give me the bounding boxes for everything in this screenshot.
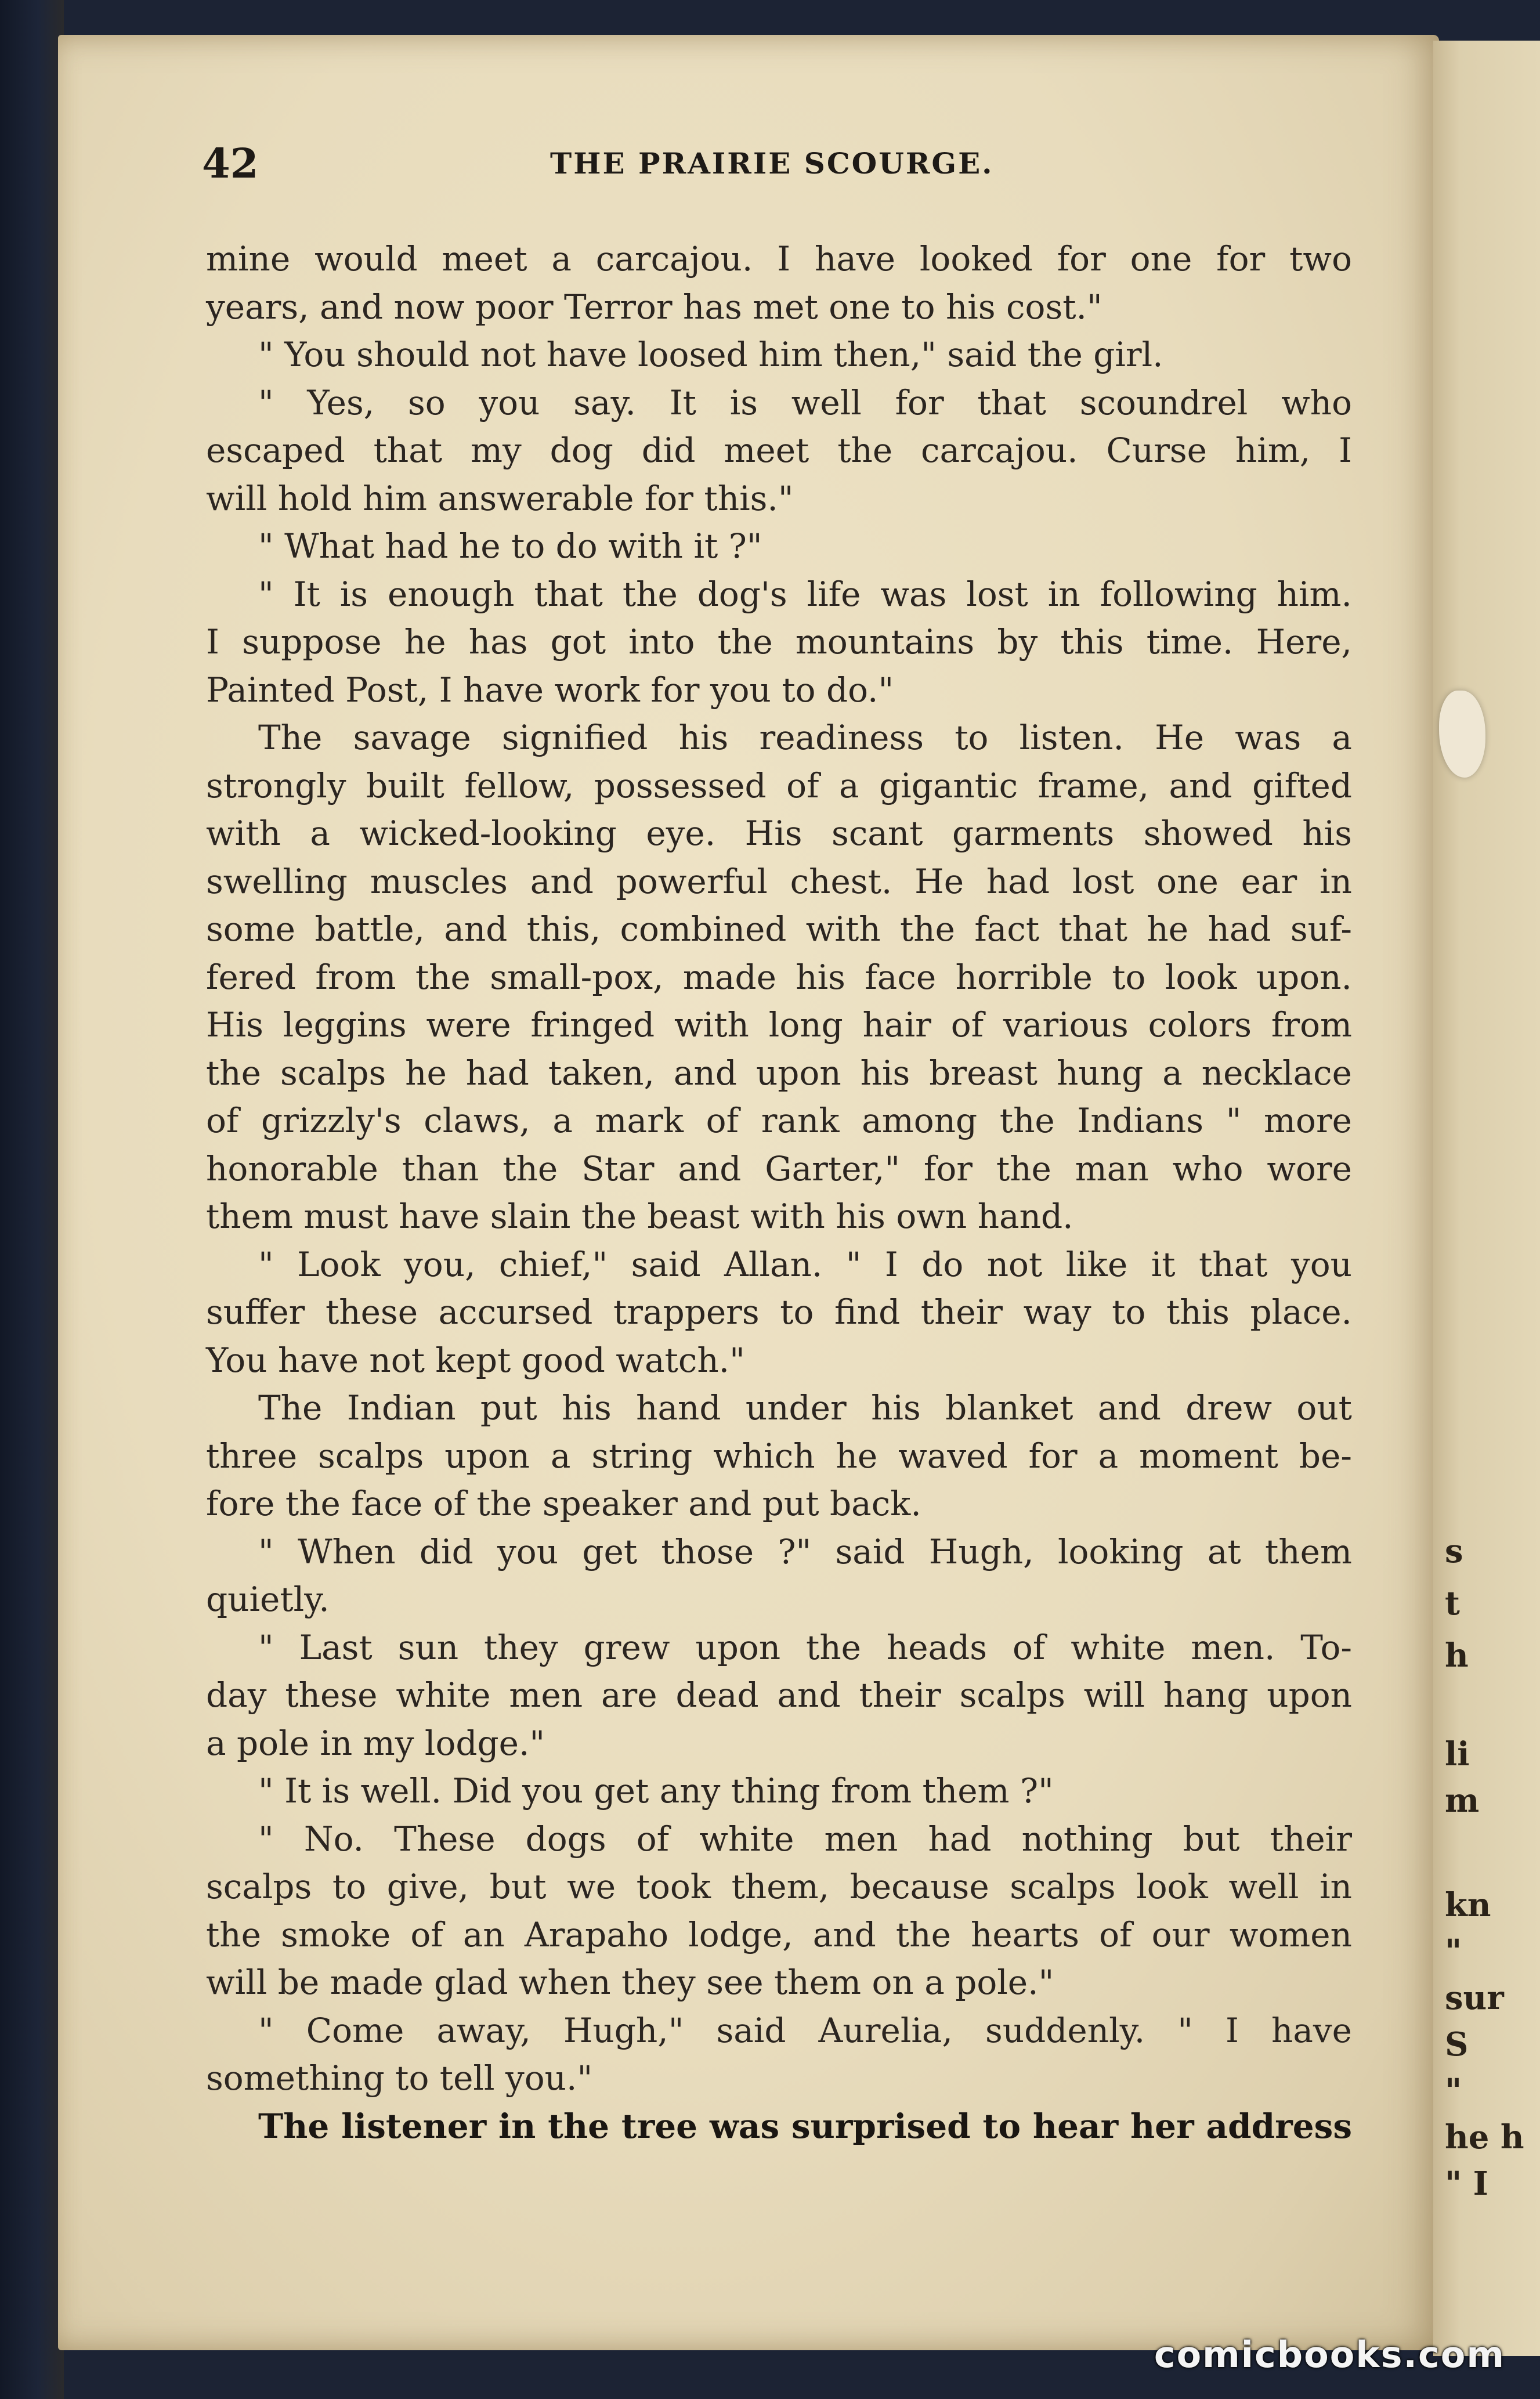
text-line: " It is well. Did you get any thing from them ?" bbox=[258, 1771, 1054, 1811]
text-line: strongly built fellow, possessed of a gigantic frame, and gifted bbox=[206, 765, 1352, 805]
next-page-fragment: " bbox=[1445, 1932, 1462, 1971]
text-line: some battle, and this, combined with the fact that he had suf- bbox=[206, 909, 1352, 949]
text-line: " When did you get those ?" said Hugh, looking at them bbox=[258, 1531, 1352, 1571]
text-line: mine would meet a carcajou. I have looked for one for two bbox=[206, 239, 1352, 279]
text-line: will hold him answerable for this." bbox=[206, 478, 794, 518]
body-text bbox=[206, 235, 1352, 2150]
next-page-fragment: m bbox=[1445, 1782, 1480, 1820]
text-line: of grizzly's claws, a mark of rank among the Indians " more bbox=[206, 1101, 1352, 1140]
text-line: quietly. bbox=[206, 1580, 330, 1619]
text-line: a pole in my lodge." bbox=[206, 1723, 545, 1763]
text-line: will be made glad when they see them on a pole." bbox=[206, 1963, 1054, 2002]
next-page-fragment: sur bbox=[1445, 1979, 1504, 2017]
text-line: " What had he to do with it ?" bbox=[258, 526, 762, 566]
next-page-fragment: he h bbox=[1445, 2118, 1524, 2156]
text-line: three scalps upon a string which he waved for a moment be- bbox=[206, 1436, 1352, 1476]
text-line: the scalps he had taken, and upon his breast hung a necklace bbox=[206, 1053, 1352, 1093]
text-line: " Come away, Hugh," said Aurelia, suddenly. " I have bbox=[258, 2010, 1352, 2050]
text-line: with a wicked-looking eye. His scant garments showed his bbox=[206, 814, 1352, 853]
text-line: " It is enough that the dog's life was lost in following him. bbox=[258, 574, 1352, 614]
next-page-fragment: " bbox=[1445, 2072, 1462, 2110]
text-line: escaped that my dog did meet the carcajou. Curse him, I bbox=[206, 431, 1352, 470]
text-line: Painted Post, I have work for you to do." bbox=[206, 670, 894, 710]
text-line: the smoke of an Arapaho lodge, and the hearts of our women bbox=[206, 1914, 1352, 1954]
text-line: The savage signified his readiness to listen. He was a bbox=[258, 718, 1352, 757]
next-page-edge bbox=[1433, 41, 1540, 2356]
text-line: them must have slain the beast with his own hand. bbox=[206, 1197, 1073, 1236]
text-line: " No. These dogs of white men had nothing but their bbox=[258, 1819, 1352, 1859]
text-line: fered from the small-pox, made his face horrible to look upon. bbox=[206, 957, 1352, 997]
next-page-fragment: li bbox=[1445, 1735, 1470, 1773]
text-line: fore the face of the speaker and put back. bbox=[206, 1484, 921, 1523]
text-line: " Look you, chief," said Allan. " I do not like it that you bbox=[258, 1244, 1352, 1284]
page-header bbox=[202, 139, 1362, 186]
next-page-fragment: kn bbox=[1445, 1886, 1491, 1924]
watermark: comicbooks.com bbox=[1154, 2333, 1505, 2376]
next-page-fragment: s bbox=[1445, 1532, 1463, 1570]
page-number: 42 bbox=[202, 139, 259, 187]
text-line: " You should not have loosed him then," said the girl. bbox=[258, 335, 1163, 374]
text-line: You have not kept good watch." bbox=[206, 1340, 745, 1380]
text-line: day these white men are dead and their scalps will hang upon bbox=[206, 1675, 1352, 1715]
text-line: suffer these accursed trappers to find their way to this place. bbox=[206, 1292, 1352, 1332]
next-page-fragment: t bbox=[1445, 1584, 1460, 1623]
text-line: " Last sun they grew upon the heads of white men. To- bbox=[258, 1627, 1352, 1667]
next-page-fragment: S bbox=[1445, 2025, 1469, 2064]
next-page-fragment: h bbox=[1445, 1636, 1469, 1675]
scan-background bbox=[0, 0, 64, 2399]
text-line: I suppose he has got into the mountains by this time. Here, bbox=[206, 622, 1352, 662]
text-line: honorable than the Star and Garter," for the man who wore bbox=[206, 1148, 1352, 1188]
text-line: The Indian put his hand under his blanket and drew out bbox=[258, 1388, 1352, 1428]
text-line: " Yes, so you say. It is well for that scoundrel who bbox=[258, 382, 1352, 422]
text-line: something to tell you." bbox=[206, 2058, 593, 2098]
text-line: scalps to give, but we took them, because scalps look well in bbox=[206, 1867, 1352, 1906]
running-title: THE PRAIRIE SCOURGE. bbox=[550, 146, 994, 180]
text-line: His leggins were fringed with long hair of various colors from bbox=[206, 1005, 1352, 1045]
text-line: years, and now poor Terror has met one to his cost." bbox=[206, 287, 1102, 327]
text-line: swelling muscles and powerful chest. He had lost one ear in bbox=[206, 861, 1352, 901]
next-page-fragment: " I bbox=[1445, 2165, 1488, 2203]
text-line: The listener in the tree was surprised to hear her address bbox=[258, 2106, 1352, 2146]
